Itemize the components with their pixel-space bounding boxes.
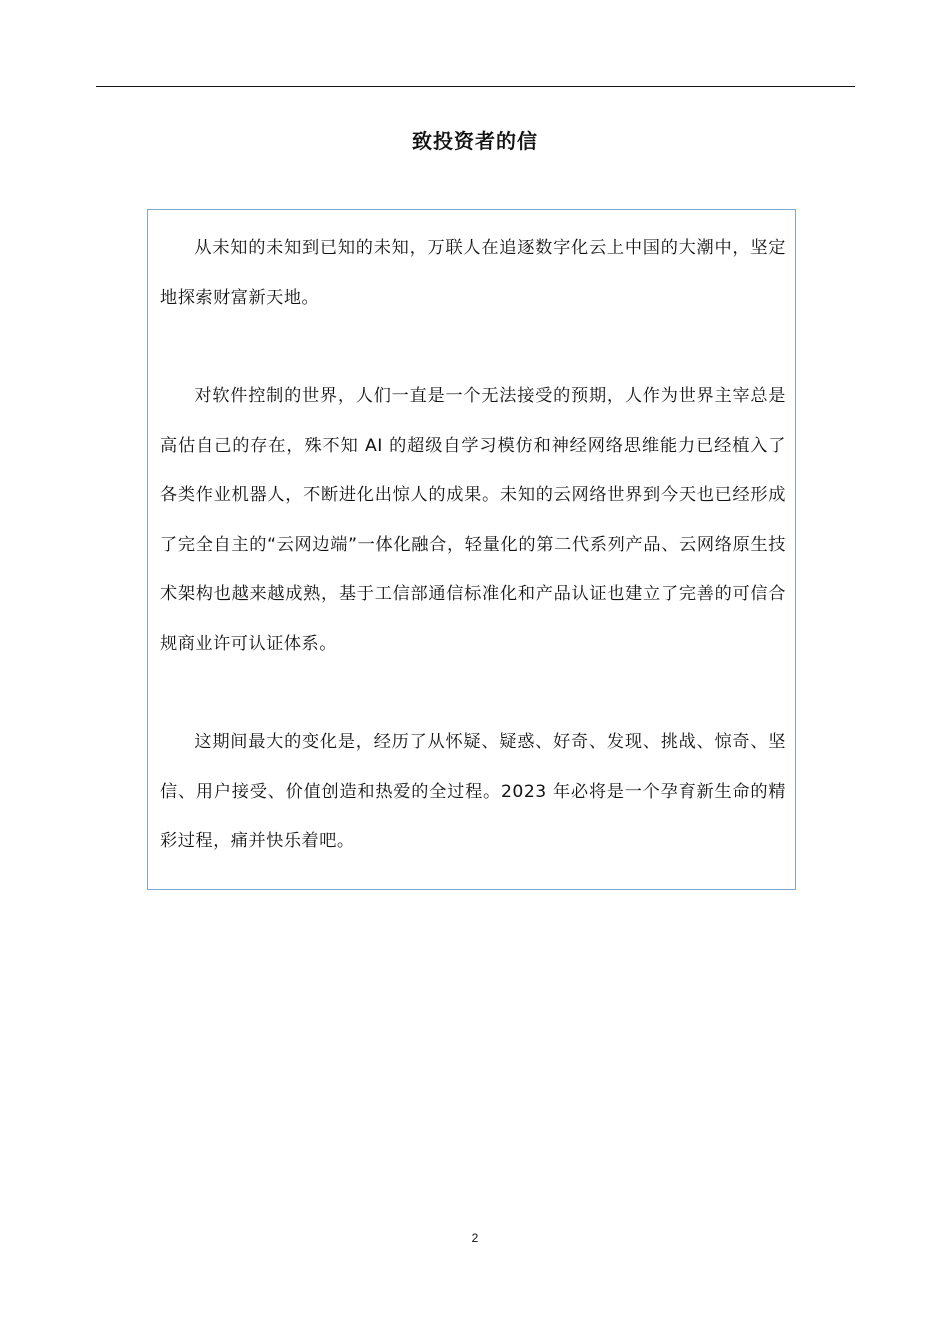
letter-paragraph-1: 从未知的未知到已知的未知，万联人在追逐数字化云上中国的大潮中，坚定地探索财富新天地。 — [160, 238, 786, 308]
header-rule — [96, 86, 855, 87]
page-title: 致投资者的信 — [412, 129, 538, 153]
letter-paragraph-3: 这期间最大的变化是，经历了从怀疑、疑惑、好奇、发现、挑战、惊奇、坚信、用户接受、价值创造和热爱的全过程。2023 年必将是一个孕育新生命的精彩过程，痛并快乐着吧。 — [160, 732, 786, 851]
letter-paragraph-2: 对软件控制的世界，人们一直是一个无法接受的预期，人作为世界主宰总是高估自己的存在，殊不知 AI 的超级自学习模仿和神经网络思维能力已经植入了各类作业机器人，不断进化出惊人的成果。未知的云网络世界到今天也已经形成了完全自主的“云网边端”一体化融合，轻量化的第二代系列产品、云网络原生技术架构也越来越成熟，基于工信部通信标准化和产品认证也建立了完善的可信合规商业许可认证体系。 — [160, 386, 786, 654]
letter-box — [147, 209, 796, 890]
page-number: 2 — [471, 1231, 479, 1245]
